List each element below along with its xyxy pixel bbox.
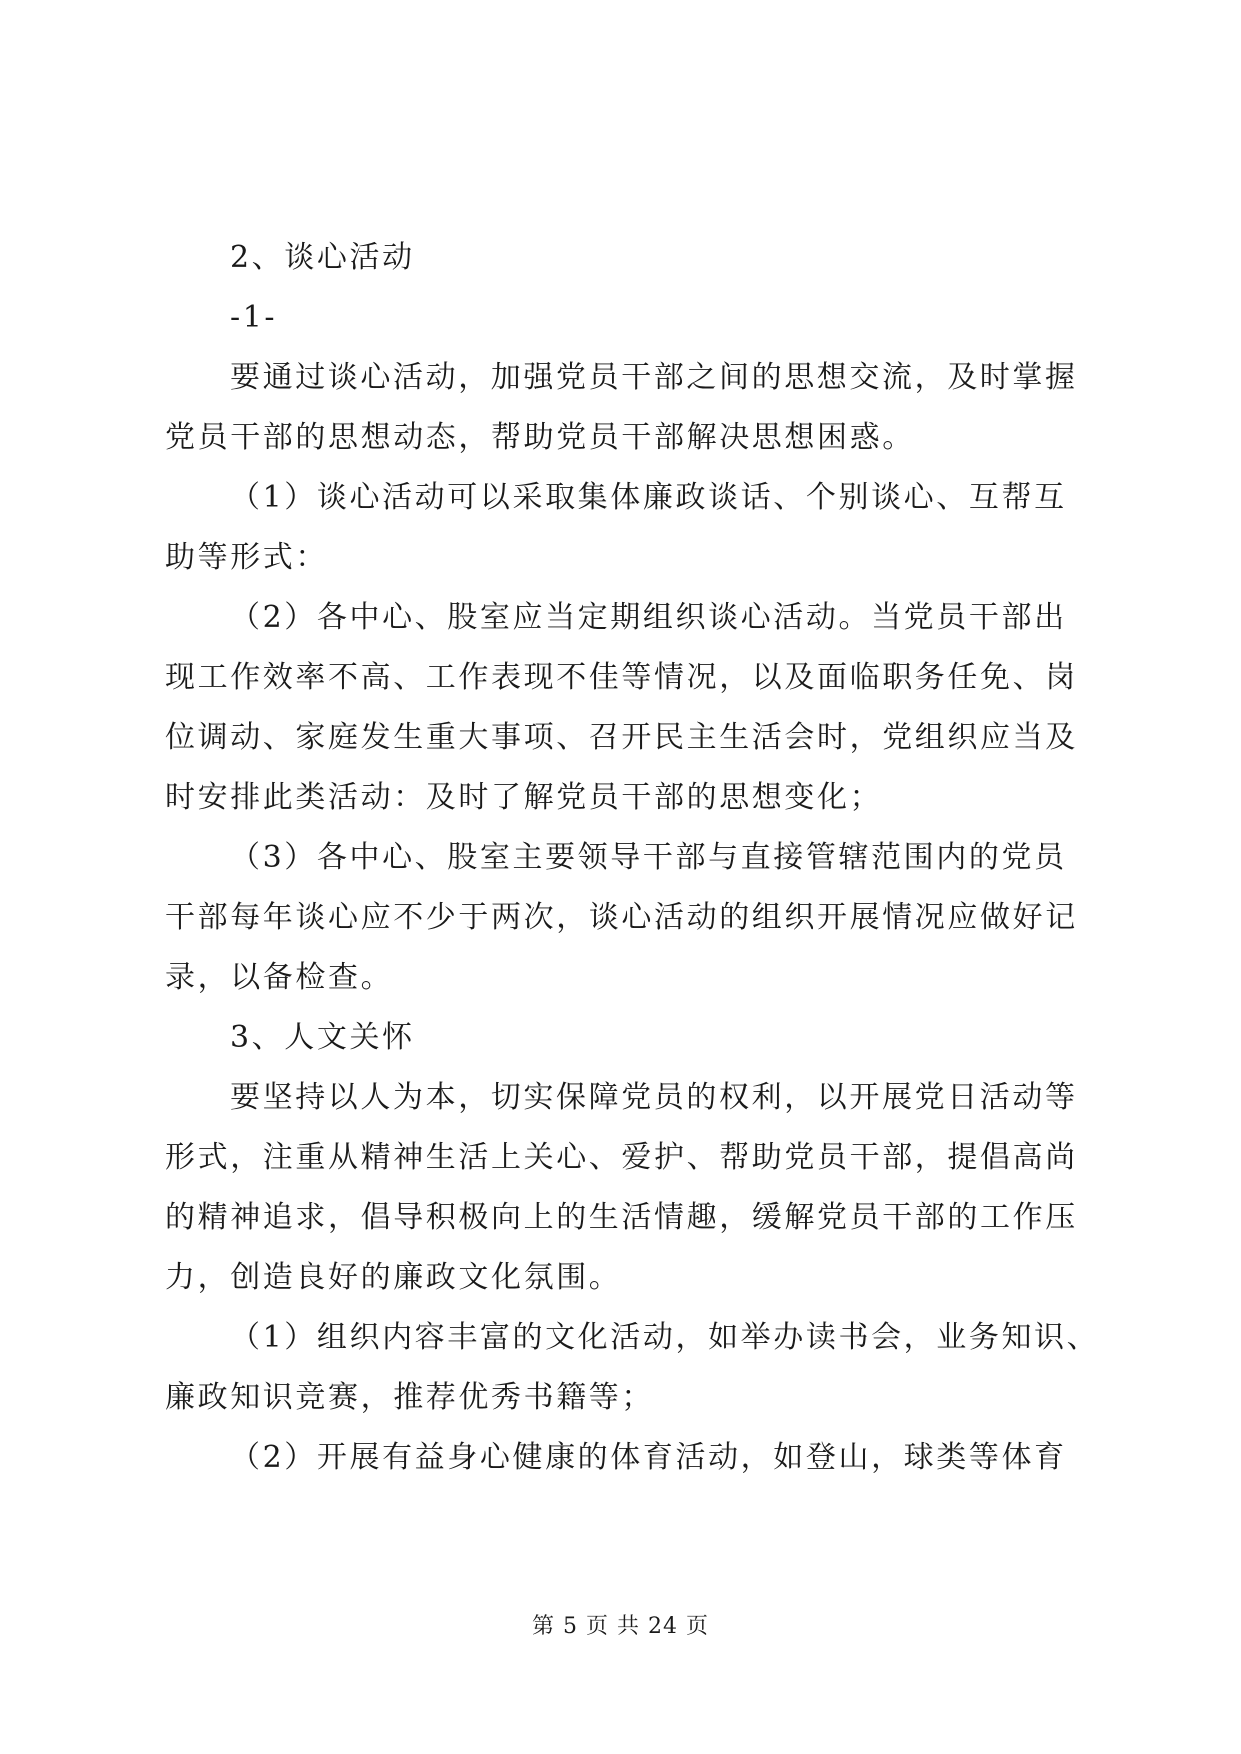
list-item-line: （1）谈心活动可以采取集体廉政谈话、个别谈心、互帮互 bbox=[230, 480, 1067, 515]
list-item-line: 录，以备检查。 bbox=[165, 960, 394, 995]
list-item-line: 位调动、家庭发生重大事项、召开民主生活会时，党组织应当及 bbox=[165, 720, 1078, 755]
list-item-line: 干部每年谈心应不少于两次，谈心活动的组织开展情况应做好记 bbox=[165, 900, 1078, 935]
paragraph-line: 的精神追求，倡导积极向上的生活情趣，缓解党员干部的工作压 bbox=[165, 1200, 1078, 1235]
paragraph-line: 要通过谈心活动，加强党员干部之间的思想交流，及时掌握 bbox=[230, 360, 1078, 395]
inline-page-marker: -1- bbox=[230, 300, 278, 335]
list-item-line: （3）各中心、股室主要领导干部与直接管辖范围内的党员 bbox=[230, 840, 1067, 875]
section-heading-care: 3、人文关怀 bbox=[230, 1020, 415, 1055]
paragraph-line: 党员干部的思想动态，帮助党员干部解决思想困惑。 bbox=[165, 420, 915, 455]
list-item-line: （2）各中心、股室应当定期组织谈心活动。当党员干部出 bbox=[230, 600, 1067, 635]
paragraph-line: 形式，注重从精神生活上关心、爱护、帮助党员干部，提倡高尚 bbox=[165, 1140, 1078, 1175]
list-item-line: 时安排此类活动：及时了解党员干部的思想变化； bbox=[165, 780, 883, 815]
list-item-line: 助等形式： bbox=[165, 540, 328, 575]
section-heading-talk: 2、谈心活动 bbox=[230, 240, 415, 275]
paragraph-line: 力，创造良好的廉政文化氛围。 bbox=[165, 1260, 622, 1295]
list-item-line: 现工作效率不高、工作表现不佳等情况，以及面临职务任免、岗 bbox=[165, 660, 1078, 695]
paragraph-line: 要坚持以人为本，切实保障党员的权利，以开展党日活动等 bbox=[230, 1080, 1078, 1115]
list-item-line: （1）组织内容丰富的文化活动，如举办读书会，业务知识、 bbox=[230, 1320, 1100, 1355]
list-item-line: 廉政知识竞赛，推荐优秀书籍等； bbox=[165, 1380, 654, 1415]
list-item-line: （2）开展有益身心健康的体育活动，如登山，球类等体育 bbox=[230, 1440, 1067, 1475]
page-footer: 第 5 页 共 24 页 bbox=[532, 1614, 709, 1639]
